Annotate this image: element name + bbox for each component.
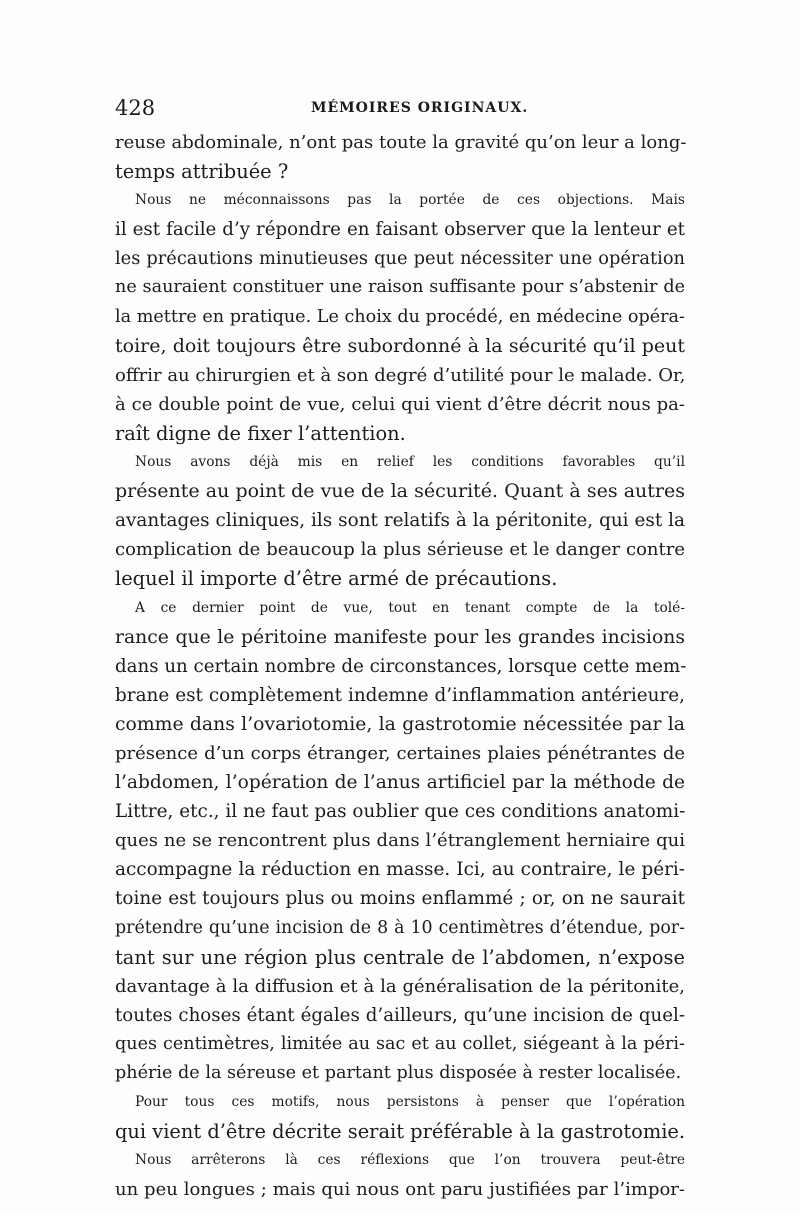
text-line: temps attribuée ? bbox=[115, 160, 289, 184]
text-line: les précautions minutieuses que peut nécessiter une opération bbox=[115, 248, 685, 270]
text-line: Nous arrêterons là ces réflexions que l’on trouvera peut-être bbox=[135, 1152, 685, 1169]
text-line: ne sauraient constituer une raison suffisante pour s’abstenir de bbox=[115, 277, 685, 298]
text-line: dans un certain nombre de circonstances, lorsque cette mem- bbox=[115, 655, 687, 677]
text-line: A ce dernier point de vue, tout en tenant compte de la tolé- bbox=[135, 599, 685, 616]
text-line: l’abdomen, l’opération de l’anus artificiel par la méthode de bbox=[115, 772, 685, 794]
text-line: tant sur une région plus centrale de l’abdomen, n’expose bbox=[115, 945, 685, 969]
text-line: présente au point de vue de la sécurité. Quant à ses autres bbox=[115, 480, 685, 503]
body-text bbox=[115, 128, 685, 1204]
text-line: qui vient d’être décrite serait préférable à la gastrotomie. bbox=[115, 1120, 686, 1144]
text-line: accompagne la réduction en masse. Ici, au contraire, le péri- bbox=[115, 859, 685, 881]
page-header bbox=[115, 96, 685, 122]
text-line: Littre, etc., il ne faut pas oublier que ces conditions anatomi- bbox=[115, 801, 686, 823]
text-line: comme dans l’ovariotomie, la gastrotomie nécessitée par la bbox=[115, 713, 685, 735]
text-line: brane est complètement indemne d’inflammation antérieure, bbox=[115, 684, 685, 706]
text-line: toutes choses étant égales d’ailleurs, qu’une incision de quel- bbox=[115, 1004, 685, 1026]
text-line: la mettre en pratique. Le choix du procédé, en médecine opéra- bbox=[115, 306, 685, 327]
text-line: Nous ne méconnaissons pas la portée de ces objections. Mais bbox=[135, 192, 685, 209]
text-line: rance que le péritoine manifeste pour les grandes incisions bbox=[115, 626, 685, 648]
text-line: présence d’un corps étranger, certaines plaies pénétrantes de bbox=[115, 742, 685, 764]
text-line: davantage à la diffusion et à la généralisation de la péritonite, bbox=[115, 975, 685, 997]
text-line: toine est toujours plus ou moins enflammé ; or, on ne saurait bbox=[115, 888, 685, 910]
text-line: raît digne de fixer l’attention. bbox=[115, 421, 406, 445]
text-line: lequel il importe d’être armé de précautions. bbox=[115, 567, 558, 591]
text-line: prétendre qu’une incision de 8 à 10 centimètres d’étendue, por- bbox=[115, 917, 685, 938]
text-line: offrir au chirurgien et à son degré d’utilité pour le malade. Or, bbox=[115, 364, 686, 386]
text-line: il est facile d’y répondre en faisant observer que la lenteur et bbox=[115, 219, 685, 241]
text-line: phérie de la séreuse et partant plus disposée à rester localisée. bbox=[115, 1063, 682, 1083]
text-line: toire, doit toujours être subordonné à la sécurité qu’il peut bbox=[115, 334, 685, 357]
text-line: avantages cliniques, ils sont relatifs à la péritonite, qui est la bbox=[115, 510, 685, 532]
text-line: complication de beaucoup la plus sérieuse et le danger contre bbox=[115, 539, 685, 561]
text-line: ques ne se rencontrent plus dans l’étranglement herniaire qui bbox=[115, 830, 685, 852]
page-number: 428 bbox=[115, 96, 156, 120]
text-line: un peu longues ; mais qui nous ont paru justifiées par l’impor- bbox=[115, 1179, 685, 1201]
text-line: à ce double point de vue, celui qui vient d’être décrit nous pa- bbox=[115, 393, 685, 415]
text-line: Pour tous ces motifs, nous persistons à penser que l’opération bbox=[135, 1094, 685, 1111]
text-line: Nous avons déjà mis en relief les conditions favorables qu’il bbox=[135, 454, 685, 471]
running-head: MÉMOIRES ORIGINAUX. bbox=[311, 100, 529, 116]
text-line: reuse abdominale, n’ont pas toute la gravité qu’on leur a long- bbox=[115, 132, 687, 153]
text-line: ques centimètres, limitée au sac et au collet, siégeant à la péri- bbox=[115, 1033, 685, 1054]
